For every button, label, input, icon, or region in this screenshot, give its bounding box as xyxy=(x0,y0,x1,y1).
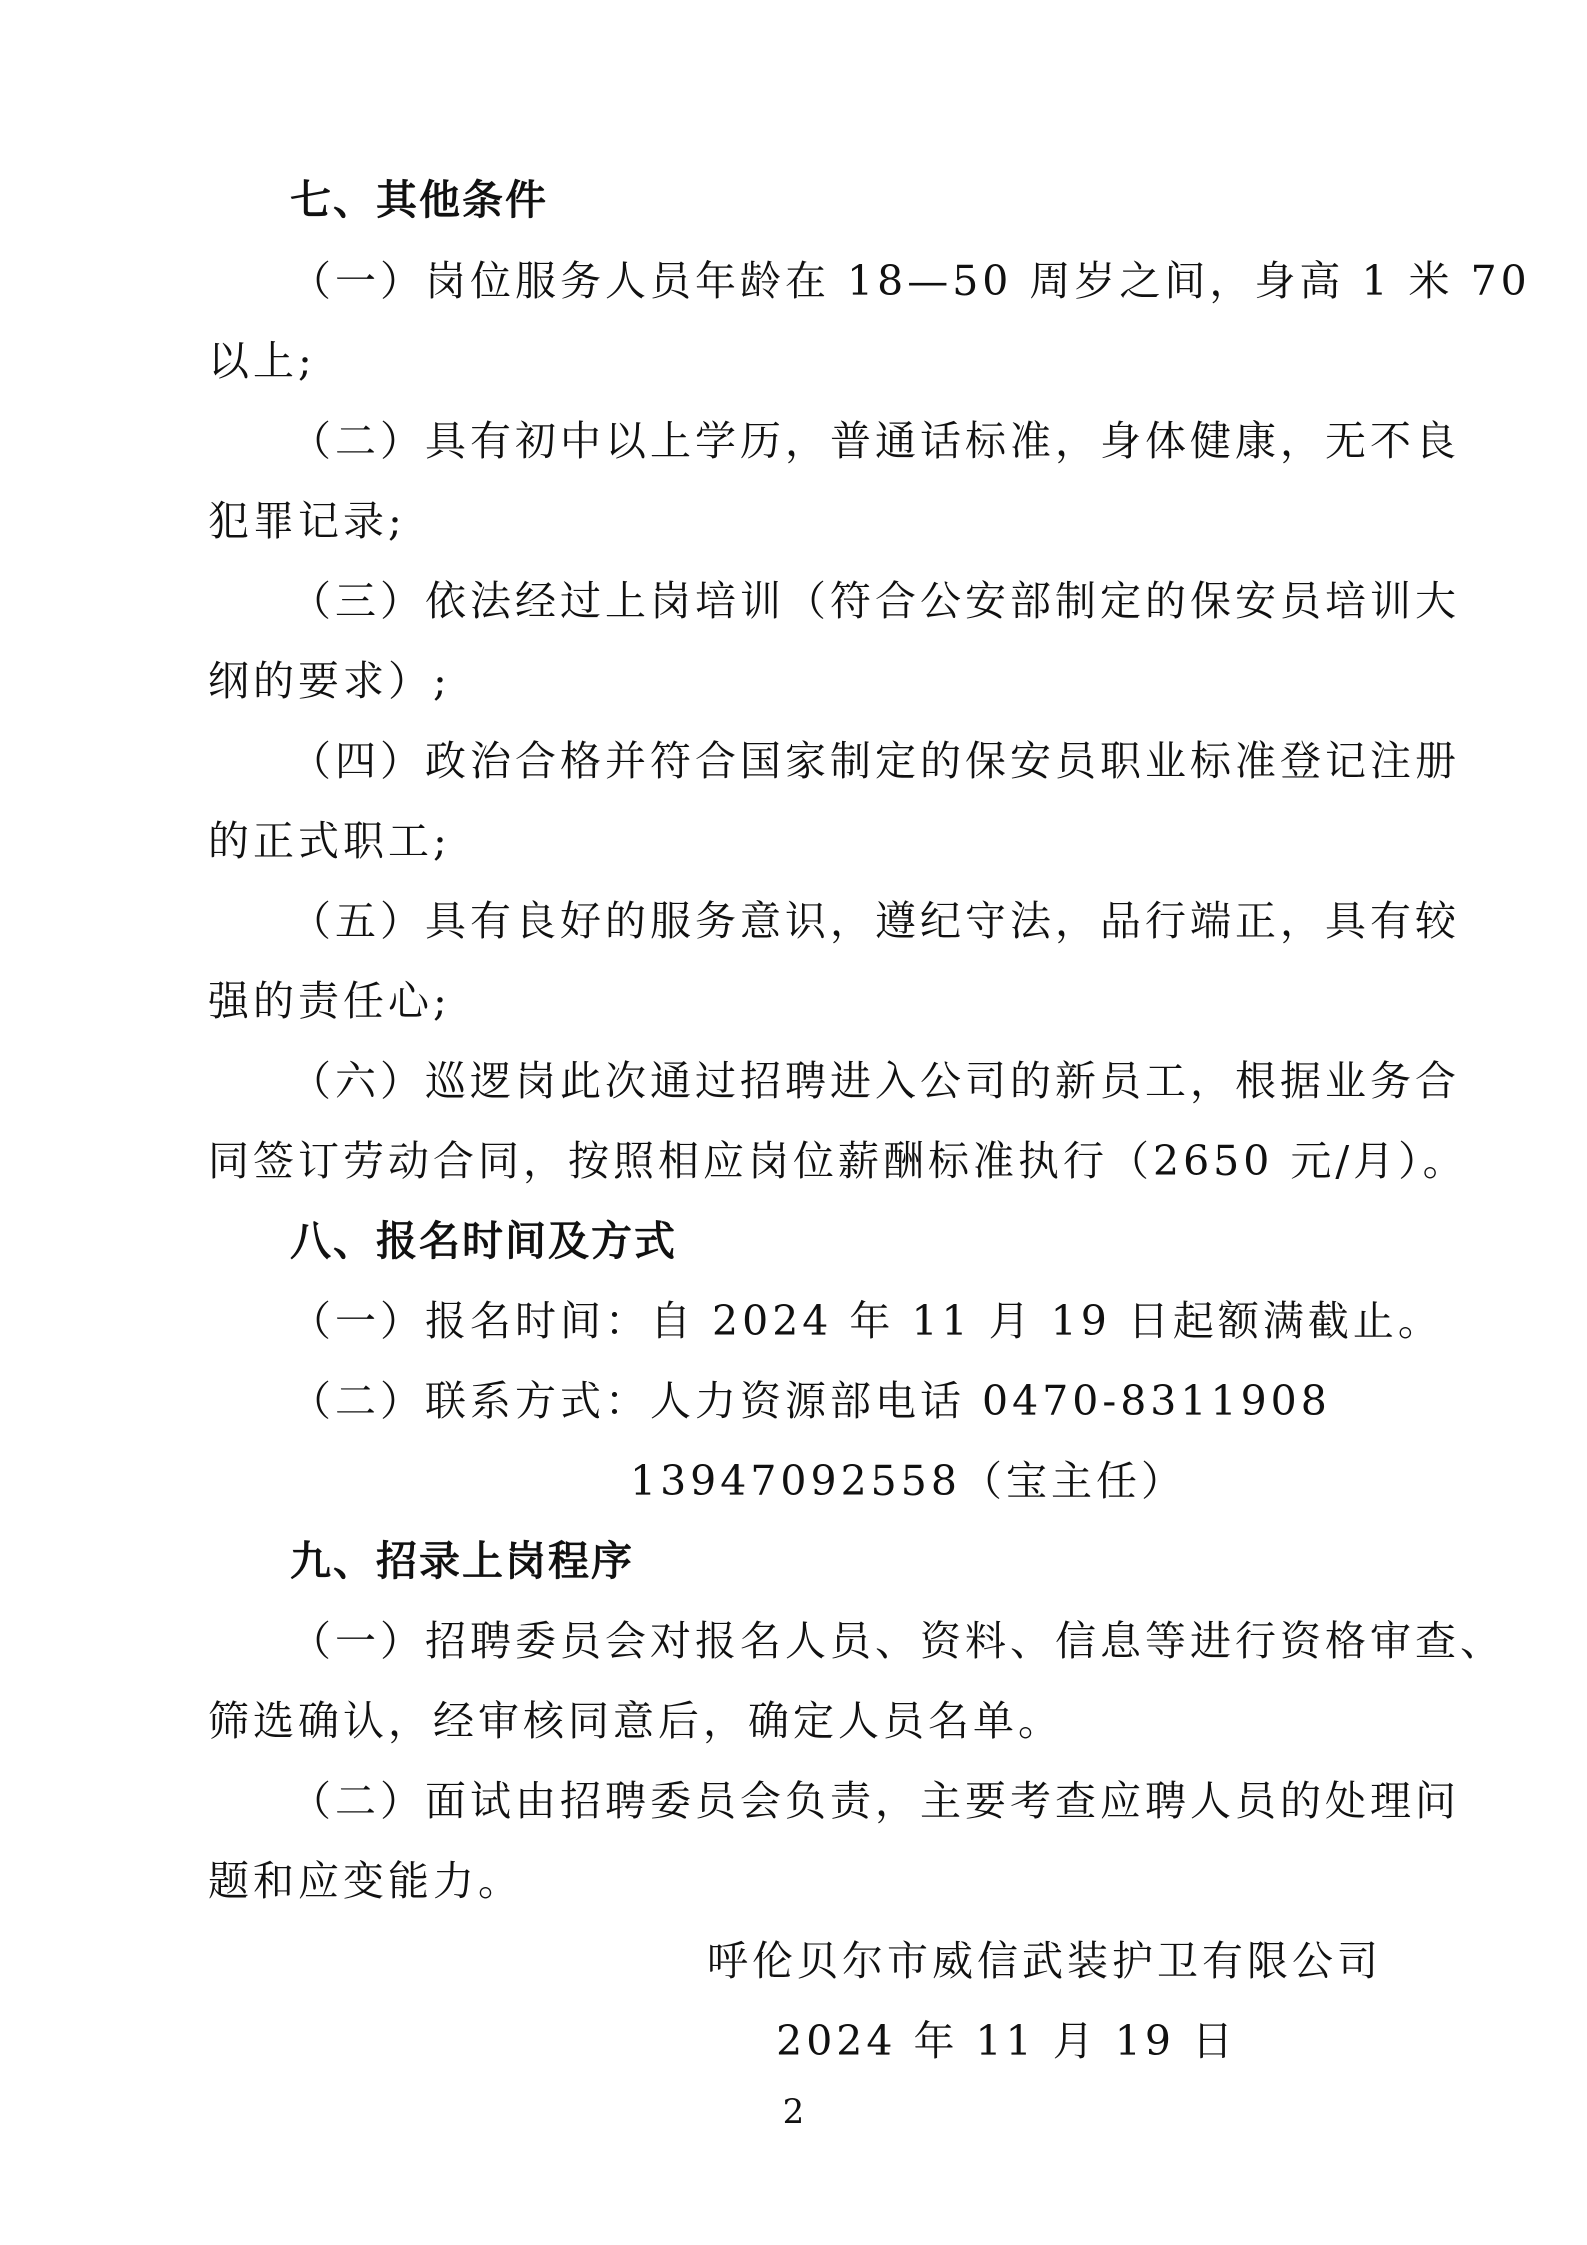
section-seven-item5-line1: （五）具有良好的服务意识，遵纪守法，品行端正，具有较 xyxy=(290,897,1460,945)
section-seven-item2-line1: （二）具有初中以上学历，普通话标准，身体健康，无不良 xyxy=(290,417,1460,465)
section-nine-item1-line2: 筛选确认，经审核同意后，确定人员名单。 xyxy=(208,1697,1063,1745)
section-seven-item1-line1: （一）岗位服务人员年龄在 18—50 周岁之间，身高 1 米 70 xyxy=(290,257,1531,305)
section-seven-item6-line2: 同签订劳动合同，按照相应岗位薪酬标准执行（2650 元/月）。 xyxy=(208,1137,1468,1185)
section-seven-item6-line1: （六）巡逻岗此次通过招聘进入公司的新员工，根据业务合 xyxy=(290,1057,1460,1105)
section-nine-item1-line1: （一）招聘委员会对报名人员、资料、信息等进行资格审查、 xyxy=(290,1617,1505,1665)
section-seven-item2-line2: 犯罪记录; xyxy=(208,497,406,545)
section-seven-item1-line2: 以上; xyxy=(208,337,316,385)
section-seven-item3-line1: （三）依法经过上岗培训（符合公安部制定的保安员培训大 xyxy=(290,577,1460,625)
section-seven-item4-line1: （四）政治合格并符合国家制定的保安员职业标准登记注册 xyxy=(290,737,1460,785)
section-seven-item3-line2: 纲的要求）; xyxy=(208,657,451,705)
signature-company: 呼伦贝尔市威信武装护卫有限公司 xyxy=(707,1937,1382,1985)
section-eight-item1: （一）报名时间：自 2024 年 11 月 19 日起额满截止。 xyxy=(290,1297,1443,1345)
section-nine-item2-line1: （二）面试由招聘委员会负责，主要考查应聘人员的处理问 xyxy=(290,1777,1460,1825)
section-eight-phone2: 13947092558（宝主任） xyxy=(630,1457,1186,1505)
section-eight-item2: （二）联系方式：人力资源部电话 0470-8311908 xyxy=(290,1377,1331,1425)
section-nine-heading: 九、招录上岗程序 xyxy=(290,1537,634,1585)
section-seven-item4-line2: 的正式职工; xyxy=(208,817,451,865)
signature-date: 2024 年 11 月 19 日 xyxy=(776,2017,1237,2065)
page-number: 2 xyxy=(782,2092,805,2132)
section-eight-heading: 八、报名时间及方式 xyxy=(290,1217,677,1265)
section-nine-item2-line2: 题和应变能力。 xyxy=(208,1857,523,1905)
section-seven-heading: 七、其他条件 xyxy=(290,176,548,224)
section-seven-item5-line2: 强的责任心; xyxy=(208,977,451,1025)
